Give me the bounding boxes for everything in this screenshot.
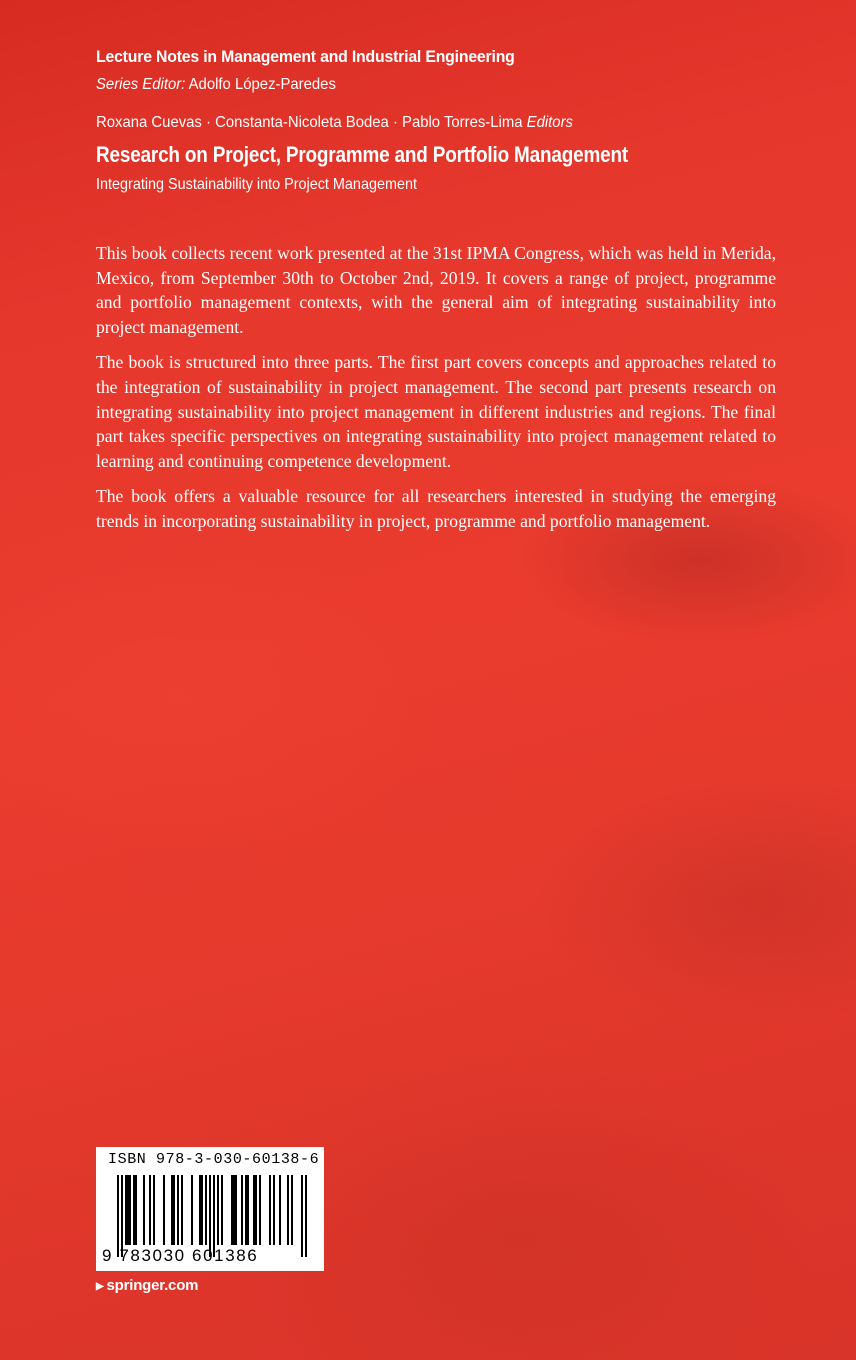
barcode-bar xyxy=(235,1175,237,1245)
series-editor-label: Series Editor: xyxy=(96,76,186,93)
barcode-bar xyxy=(171,1175,173,1245)
publisher-website-text: springer.com xyxy=(106,1277,199,1294)
barcode-bar xyxy=(199,1175,201,1245)
barcode-bar xyxy=(201,1175,203,1245)
barcode-guard-bar xyxy=(121,1175,123,1257)
barcode-bar xyxy=(241,1175,243,1245)
barcode-bar xyxy=(247,1175,249,1245)
barcode-bar xyxy=(153,1175,155,1245)
barcode-bar xyxy=(273,1175,275,1245)
barcode-bar xyxy=(269,1175,271,1245)
barcode-bar xyxy=(149,1175,151,1245)
barcode-bar xyxy=(163,1175,165,1245)
barcode-bar xyxy=(181,1175,183,1245)
barcode-bar xyxy=(125,1175,127,1245)
barcode-bar xyxy=(173,1175,175,1245)
barcode-bar xyxy=(177,1175,179,1245)
barcode-bar xyxy=(233,1175,235,1245)
barcode-guard-bar xyxy=(117,1175,119,1257)
barcode-bar xyxy=(291,1175,293,1245)
publisher-website[interactable] xyxy=(96,1277,198,1294)
barcode-bar xyxy=(255,1175,257,1245)
barcode-bar xyxy=(253,1175,255,1245)
book-title: Research on Project, Programme and Portfolio Management xyxy=(96,142,628,167)
barcode-bar xyxy=(133,1175,135,1245)
blurb-paragraph-1: This book collects recent work presented at the 31st IPMA Congress, which was held in Merida, Mexico, from September 30th to October 2nd, 2019. It covers a range of project, programme and portfolio management contexts, with the general aim of integrating sustainability into project management. xyxy=(96,243,776,337)
barcode-bar xyxy=(205,1175,207,1245)
barcode-bar xyxy=(127,1175,129,1245)
barcode-bar xyxy=(279,1175,281,1245)
editor-role: Editors xyxy=(526,114,573,131)
barcode-bar xyxy=(217,1175,219,1245)
isbn-barcode-box xyxy=(96,1147,324,1271)
barcode-bar xyxy=(231,1175,233,1245)
barcode-bar xyxy=(143,1175,145,1245)
barcode-bar xyxy=(191,1175,193,1245)
series-editor-name: Adolfo López-Paredes xyxy=(188,76,336,93)
series-editor xyxy=(96,76,336,94)
barcode-bar xyxy=(129,1175,131,1245)
blurb xyxy=(96,241,776,545)
barcode-guard-bar xyxy=(301,1175,303,1257)
barcode-bar xyxy=(221,1175,223,1245)
barcode-guard-bar xyxy=(213,1175,215,1257)
book-subtitle: Integrating Sustainability into Project Management xyxy=(96,176,417,193)
book-editors xyxy=(96,114,573,132)
barcode-bar xyxy=(287,1175,289,1245)
isbn-label: ISBN 978-3-030-60138-6 xyxy=(108,1151,320,1168)
barcode-guard-bar xyxy=(209,1175,211,1257)
barcode-bar xyxy=(259,1175,261,1245)
barcode-guard-bar xyxy=(305,1175,307,1257)
blurb-paragraph-3: The book offers a valuable resource for all researchers interested in studying the emerging trends in incorporating sustainability in project, programme and portfolio management. xyxy=(96,486,776,531)
blurb-paragraph-2: The book is structured into three parts. The first part covers concepts and approaches related to the integration of sustainability in project management. The second part presents research on integrating sustainability into project management in different industries and regions. The final part takes specific perspectives on integrating sustainability into project management related to learning and continuing competence development. xyxy=(96,352,776,471)
barcode-bar xyxy=(135,1175,137,1245)
barcode-bar xyxy=(245,1175,247,1245)
series-title: Lecture Notes in Management and Industrial Engineering xyxy=(96,47,515,66)
right-triangle-icon: ▶ xyxy=(96,1281,104,1292)
editor-names: Roxana Cuevas · Constanta-Nicoleta Bodea · Pablo Torres-Lima xyxy=(96,114,523,131)
barcode-digits: 9 783030 601386 xyxy=(102,1246,259,1265)
